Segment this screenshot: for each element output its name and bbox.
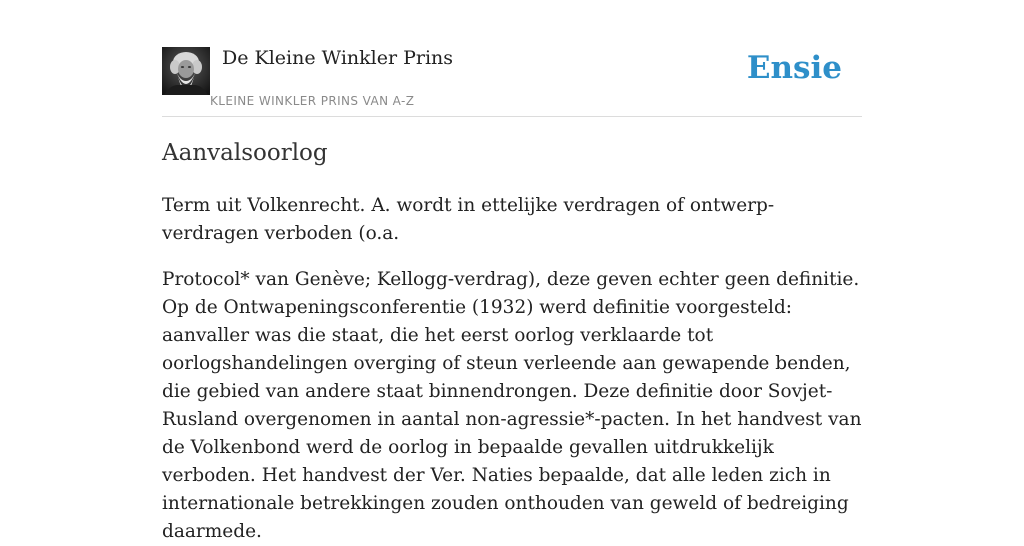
article-paragraph-1: Term uit Volkenrecht. A. wordt in ettelijke verdragen of ontwerp-verdragen verboden (o.a. (162, 195, 775, 244)
article-paragraph-2: Protocol* van Genève; Kellogg-verdrag), deze geven echter geen definitie. Op de Ontwapeningsconferentie (1932) werd definitie voorgesteld: aanvaller was die staat, die het eerst oorlog verklaarde tot oorlogshandelingen overging of steun verleende aan gewapende benden, die gebied van andere staat binnendrongen. Deze definitie door Sovjet-Rusland overgenomen in aantal non-agressie*-pacten. In het handvest van de Volkenbond werd de oorlog in bepaalde gevallen uitdrukkelijk verboden. Het handvest der Ver. Naties bepaalde, dat alle leden zich in internationale betrekkingen zouden onthouden van geweld of bedreiging daarmede. (162, 269, 862, 542)
portrait-avatar-icon (162, 47, 210, 95)
brand-logo[interactable]: Ensie (746, 50, 842, 86)
book-subtitle[interactable]: KLEINE WINKLER PRINS VAN A-Z (210, 94, 415, 108)
author-avatar[interactable] (162, 47, 210, 95)
article-title: Aanvalsoorlog (162, 140, 328, 166)
header (162, 44, 862, 117)
author-name[interactable]: De Kleine Winkler Prins (222, 47, 454, 69)
